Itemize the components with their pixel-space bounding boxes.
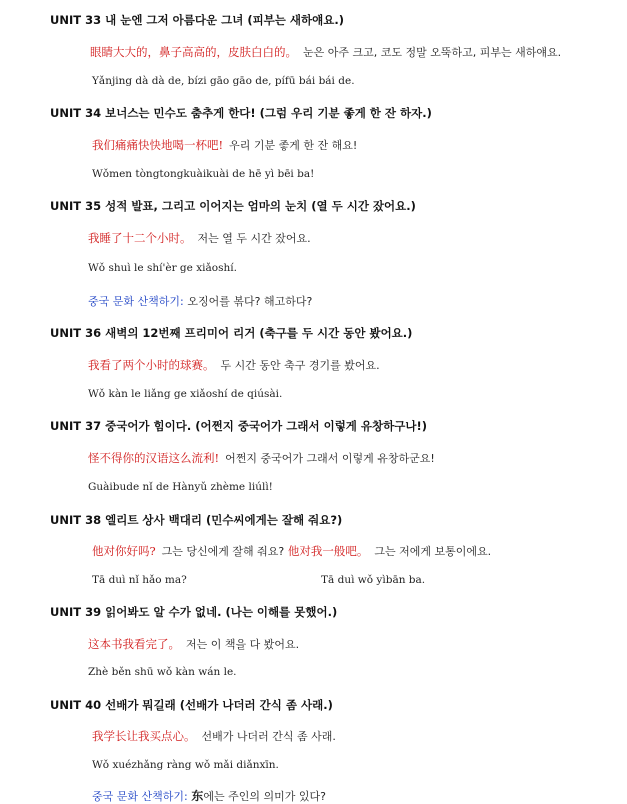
culture-note-text: 오징어를 볶다? 해고하다? [187,295,313,308]
sentence-line [88,357,380,373]
chinese-sentence-2: 他对我一般吧。 [287,544,369,558]
korean-translation: 눈은 아주 크고, 코도 정말 오뚝하고, 피부는 새하얘요. [303,46,562,59]
pinyin-2: Tā duì wǒ yìbān ba. [321,574,426,586]
chinese-sentence: 我睡了十二个小时。 [88,231,192,245]
unit-title: UNIT 34 보너스는 민수도 춤추게 한다! (그럼 우리 기분 좋게 한 잔 하자.) [50,106,432,120]
korean-translation: 저는 열 두 시간 잤어요. [197,232,311,245]
korean-translation: 저는 이 책을 다 봤어요. [186,638,300,651]
sentence-line [88,636,299,652]
culture-note-text: 에는 주인의 의미가 있다? [203,790,326,803]
sentence-line [88,450,435,466]
pinyin: Guàibude nǐ de Hànyǔ zhème liúlì! [88,481,273,493]
unit-title: UNIT 36 새벽의 12번째 프리미어 리거 (축구를 두 시간 동안 봤어요.) [50,326,413,340]
sentence-line [92,137,357,153]
chinese-sentence: 这本书我看完了。 [88,637,180,651]
korean-translation: 그는 당신에게 잘해 줘요? [161,545,285,558]
sentence-line [92,728,336,744]
unit-title: UNIT 33 내 눈엔 그저 아름다운 그녀 (피부는 새하얘요.) [50,13,344,27]
culture-note-label: 중국 문화 산책하기: [88,295,184,308]
chinese-sentence: 眼睛大大的，鼻子高高的，皮肤白白的。 [90,45,297,59]
pinyin: Wǒ shuì le shí'èr ge xiǎoshí. [88,262,237,274]
chinese-sentence: 我学长让我买点心。 [92,729,196,743]
chinese-sentence: 我们痛痛快快地喝一杯吧! [92,138,224,152]
pinyin: Wǒ kàn le liǎng ge xiǎoshí de qiúsài. [88,388,283,400]
korean-translation: 두 시간 동안 축구 경기를 봤어요. [220,359,380,372]
unit-title: UNIT 39 읽어봐도 알 수가 없네. (나는 이해를 못했어.) [50,605,338,619]
culture-note [92,787,326,804]
culture-note-label: 중국 문화 산책하기: [92,790,188,803]
sentence-line [90,44,561,60]
unit-title: UNIT 37 중국어가 힘이다. (어쩐지 중국어가 그래서 이렇게 유창하구나!) [50,419,427,433]
chinese-sentence: 他对你好吗? [92,544,156,558]
pinyin: Zhè běn shū wǒ kàn wán le. [88,666,237,678]
unit-title: UNIT 38 엘리트 상사 백대리 (민수씨에게는 잘해 줘요?) [50,513,343,527]
korean-translation: 어쩐지 중국어가 그래서 이렇게 유창하군요! [225,452,435,465]
korean-translation: 선배가 나더러 간식 좀 사래. [201,730,336,743]
sentence-line [88,230,311,246]
korean-translation: 우리 기분 좋게 한 잔 해요! [229,139,358,152]
culture-note-char: 东 [191,789,204,803]
pinyin: Yǎnjing dà dà de, bízi gāo gāo de, pífū bái bái de. [92,75,355,87]
korean-translation-2: 그는 저에게 보통이에요. [374,545,492,558]
culture-note [88,293,312,309]
pinyin: Wǒ xuézhǎng ràng wǒ mǎi diǎnxīn. [92,759,279,771]
unit-title: UNIT 40 선배가 뭐길래 (선배가 나더러 간식 좀 사래.) [50,698,333,712]
chinese-sentence: 怪不得你的汉语这么流利! [88,451,220,465]
pinyin: Wǒmen tòngtongkuàikuài de hē yì bēi ba! [92,168,315,180]
sentence-line [92,543,491,559]
unit-title: UNIT 35 성적 발표, 그리고 이어지는 엄마의 눈치 (열 두 시간 잤어요.) [50,199,416,213]
pinyin: Tā duì nǐ hǎo ma? [92,574,187,586]
chinese-sentence: 我看了两个小时的球赛。 [88,358,215,372]
